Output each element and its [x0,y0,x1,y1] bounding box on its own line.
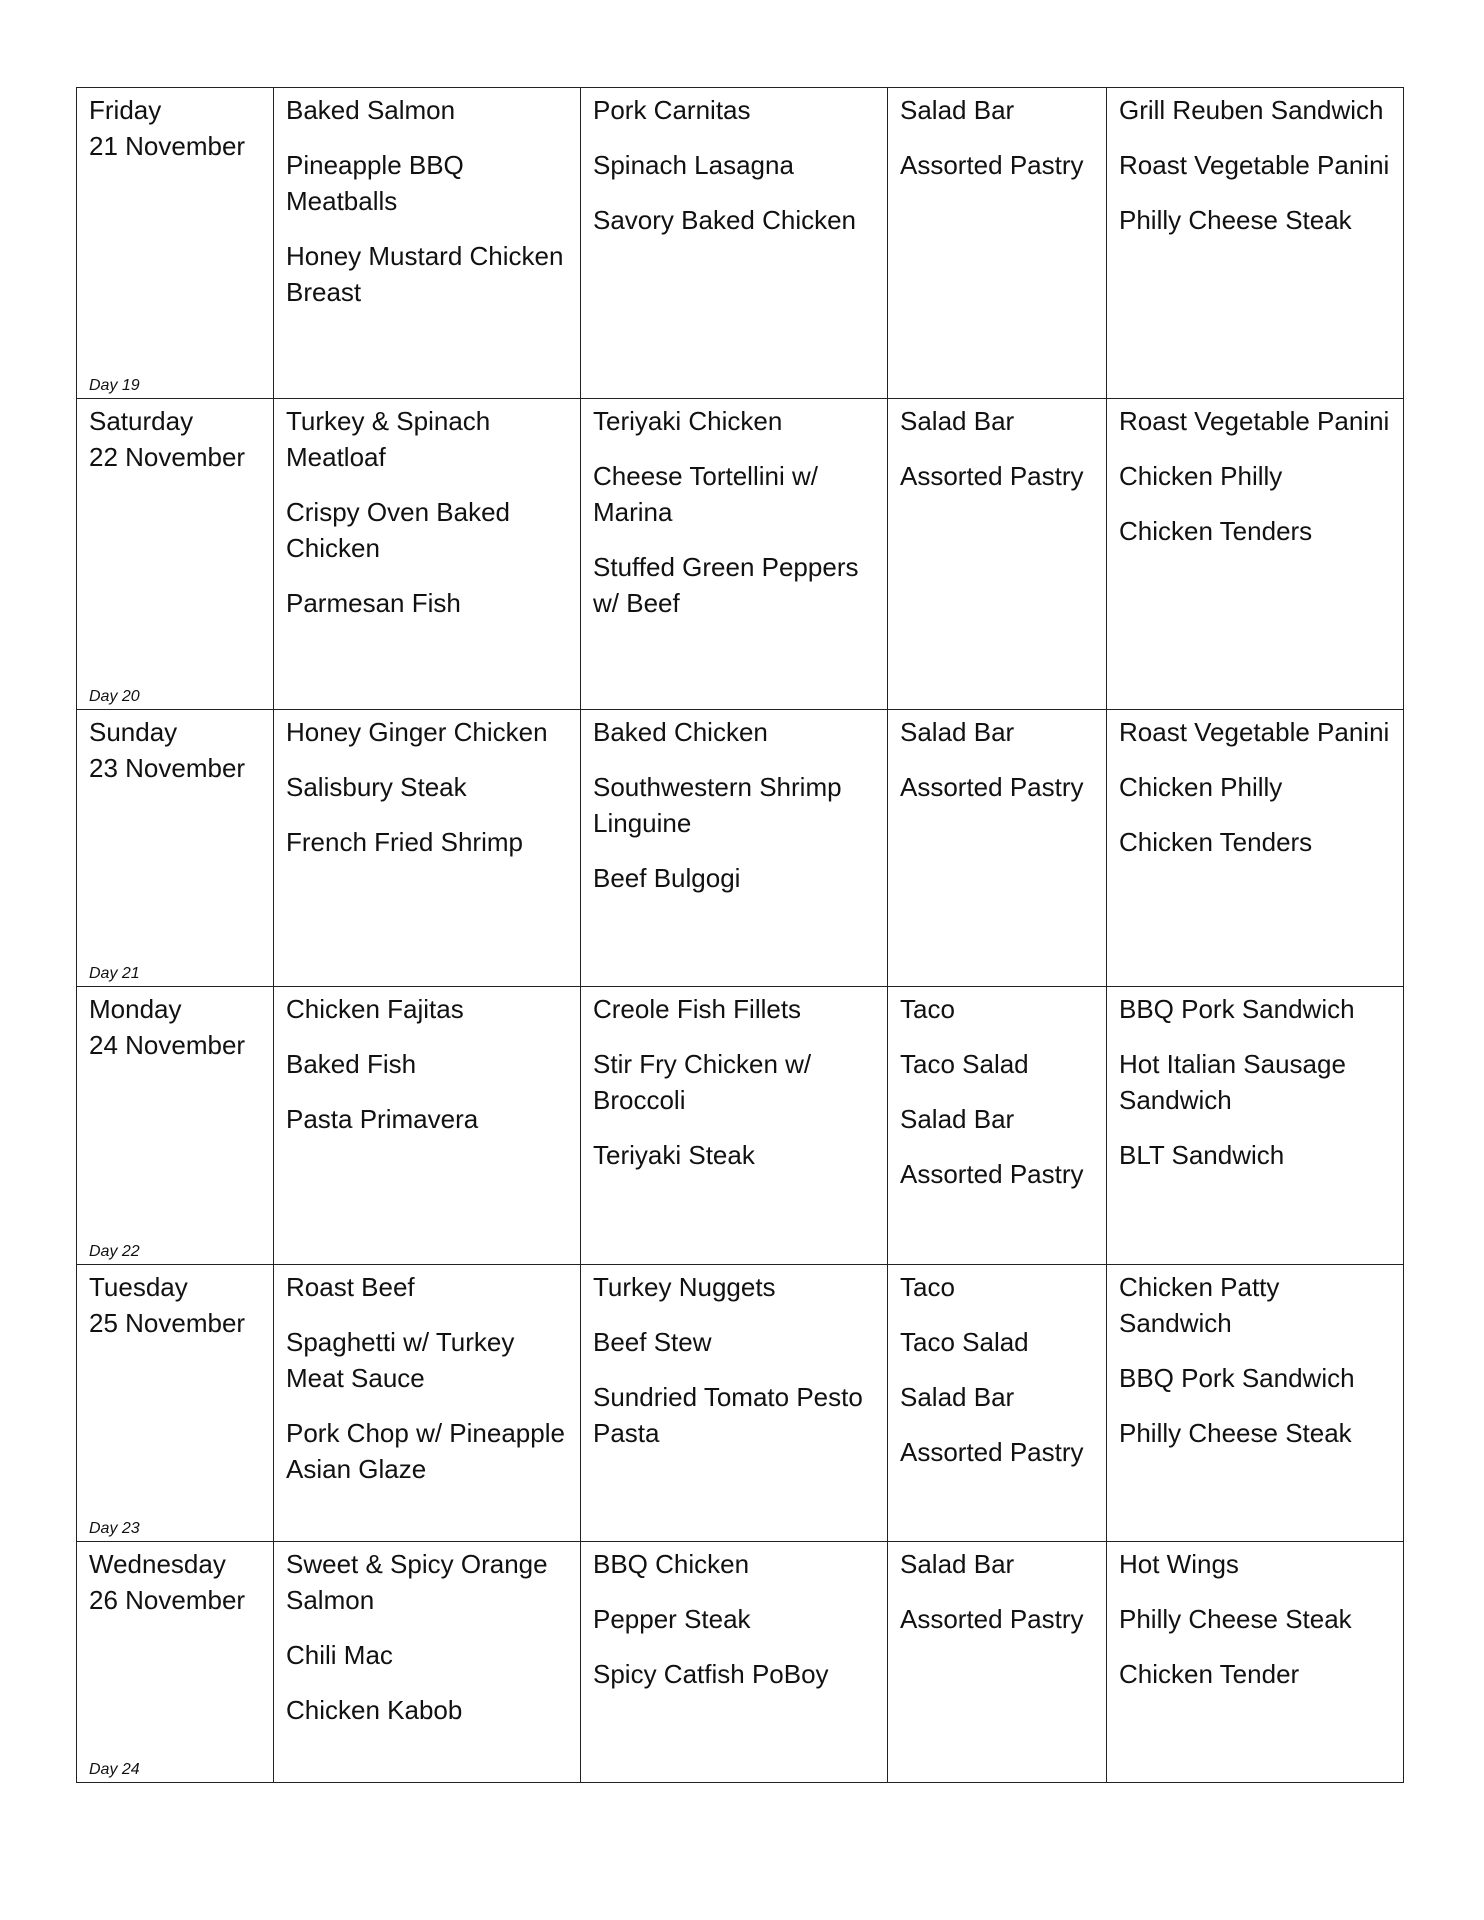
menu-cell-col4 [1107,1265,1404,1542]
day-number-label: Day 22 [89,1243,140,1260]
menu-item: French Fried Shrimp [286,827,523,857]
weekday: Saturday [89,406,194,436]
menu-item: Grill Reuben Sandwich [1119,95,1384,125]
menu-item: Philly Cheese Steak [1119,1418,1352,1448]
menu-item: BBQ Pork Sandwich [1119,994,1355,1024]
menu-row [77,987,1404,1265]
day-cell [77,88,274,399]
menu-item: Baked Chicken [593,717,768,747]
day-cell [77,399,274,710]
menu-item: Sweet & Spicy Orange Salmon [286,1549,548,1615]
menu-item: Taco [900,994,955,1024]
menu-row [77,1265,1404,1542]
date: 23 November [89,753,246,783]
menu-item: Chili Mac [286,1640,393,1670]
menu-cell-col3 [888,987,1107,1265]
menu-cell-col3 [888,1542,1107,1783]
menu-row [77,1542,1404,1783]
menu-cell-col3 [888,88,1107,399]
menu-table [76,87,1404,1783]
menu-item: Crispy Oven Baked Chicken [286,497,510,563]
menu-item: Stir Fry Chicken w/ Broccoli [593,1049,812,1115]
menu-cell-col2 [581,399,888,710]
menu-item: Assorted Pastry [900,461,1084,491]
menu-item: Pasta Primavera [286,1104,479,1134]
menu-cell-col1 [274,399,581,710]
day-cell [77,1265,274,1542]
date: 21 November [89,131,246,161]
menu-cell-col1 [274,987,581,1265]
weekday: Tuesday [89,1272,188,1302]
menu-item: BBQ Pork Sandwich [1119,1363,1355,1393]
menu-item: Baked Salmon [286,95,456,125]
menu-item: Salad Bar [900,95,1015,125]
menu-item: Honey Ginger Chicken [286,717,548,747]
menu-cell-col1 [274,88,581,399]
date: 26 November [89,1585,246,1615]
menu-item: Baked Fish [286,1049,417,1079]
day-cell [77,987,274,1265]
date: 25 November [89,1308,246,1338]
menu-item: Stuffed Green Peppers w/ Beef [593,552,859,618]
menu-item: Honey Mustard Chicken Breast [286,241,564,307]
menu-cell-col1 [274,1542,581,1783]
menu-cell-col2 [581,710,888,987]
menu-item: Savory Baked Chicken [593,205,857,235]
menu-item: Beef Stew [593,1327,712,1357]
menu-item: Assorted Pastry [900,1159,1084,1189]
menu-item: Philly Cheese Steak [1119,1604,1352,1634]
menu-cell-col4 [1107,399,1404,710]
menu-cell-col4 [1107,1542,1404,1783]
menu-item: Taco Salad [900,1327,1029,1357]
menu-item: Parmesan Fish [286,588,461,618]
menu-row [77,710,1404,987]
day-number-label: Day 19 [89,377,140,394]
menu-item: Chicken Fajitas [286,994,464,1024]
menu-item: Chicken Kabob [286,1695,463,1725]
menu-cell-col4 [1107,987,1404,1265]
menu-item: Chicken Tenders [1119,827,1313,857]
menu-item: Roast Vegetable Panini [1119,717,1390,747]
menu-item: Assorted Pastry [900,150,1084,180]
menu-item: Salad Bar [900,717,1015,747]
menu-item: Salad Bar [900,1104,1015,1134]
menu-cell-col1 [274,710,581,987]
menu-item: Creole Fish Fillets [593,994,802,1024]
day-cell [77,1542,274,1783]
menu-item: Beef Bulgogi [593,863,741,893]
menu-body [77,88,1404,1783]
menu-item: Taco Salad [900,1049,1029,1079]
menu-item: Assorted Pastry [900,1604,1084,1634]
menu-cell-col2 [581,1542,888,1783]
menu-item: Chicken Tender [1119,1659,1300,1689]
day-number-label: Day 23 [89,1520,140,1537]
menu-item: Chicken Tenders [1119,516,1313,546]
menu-item: Teriyaki Chicken [593,406,783,436]
menu-item: BBQ Chicken [593,1549,750,1579]
menu-item: Chicken Patty Sandwich [1119,1272,1280,1338]
menu-cell-col2 [581,987,888,1265]
menu-item: Salad Bar [900,1549,1015,1579]
menu-item: Salad Bar [900,406,1015,436]
menu-cell-col2 [581,88,888,399]
weekday: Sunday [89,717,178,747]
date: 24 November [89,1030,246,1060]
day-number-label: Day 24 [89,1761,140,1778]
menu-item: Sundried Tomato Pesto Pasta [593,1382,863,1448]
menu-item: Spinach Lasagna [593,150,794,180]
weekday: Wednesday [89,1549,226,1579]
menu-item: Salad Bar [900,1382,1015,1412]
menu-item: Pineapple BBQ Meatballs [286,150,464,216]
menu-item: Pork Chop w/ Pineapple Asian Glaze [286,1418,565,1484]
day-cell [77,710,274,987]
menu-row [77,88,1404,399]
menu-cell-col3 [888,1265,1107,1542]
menu-item: Spicy Catfish PoBoy [593,1659,829,1689]
date: 22 November [89,442,246,472]
menu-item: Assorted Pastry [900,772,1084,802]
menu-item: Philly Cheese Steak [1119,205,1352,235]
menu-item: Roast Vegetable Panini [1119,406,1390,436]
menu-item: Spaghetti w/ Turkey Meat Sauce [286,1327,515,1393]
day-number-label: Day 21 [89,965,140,982]
menu-item: Turkey Nuggets [593,1272,776,1302]
menu-item: Roast Beef [286,1272,415,1302]
menu-item: Southwestern Shrimp Linguine [593,772,842,838]
menu-item: Hot Wings [1119,1549,1239,1579]
menu-cell-col4 [1107,710,1404,987]
menu-row [77,399,1404,710]
menu-cell-col1 [274,1265,581,1542]
menu-item: Salisbury Steak [286,772,467,802]
day-number-label: Day 20 [89,688,140,705]
menu-item: Roast Vegetable Panini [1119,150,1390,180]
menu-cell-col4 [1107,88,1404,399]
menu-item: Chicken Philly [1119,461,1283,491]
menu-item: Taco [900,1272,955,1302]
menu-cell-col3 [888,710,1107,987]
menu-cell-col3 [888,399,1107,710]
menu-item: BLT Sandwich [1119,1140,1285,1170]
menu-item: Assorted Pastry [900,1437,1084,1467]
menu-item: Chicken Philly [1119,772,1283,802]
menu-item: Turkey & Spinach Meatloaf [286,406,491,472]
menu-item: Pork Carnitas [593,95,751,125]
menu-item: Pepper Steak [593,1604,751,1634]
menu-item: Hot Italian Sausage Sandwich [1119,1049,1346,1115]
weekday: Monday [89,994,182,1024]
menu-cell-col2 [581,1265,888,1542]
weekday: Friday [89,95,162,125]
menu-item: Teriyaki Steak [593,1140,755,1170]
menu-item: Cheese Tortellini w/ Marina [593,461,818,527]
